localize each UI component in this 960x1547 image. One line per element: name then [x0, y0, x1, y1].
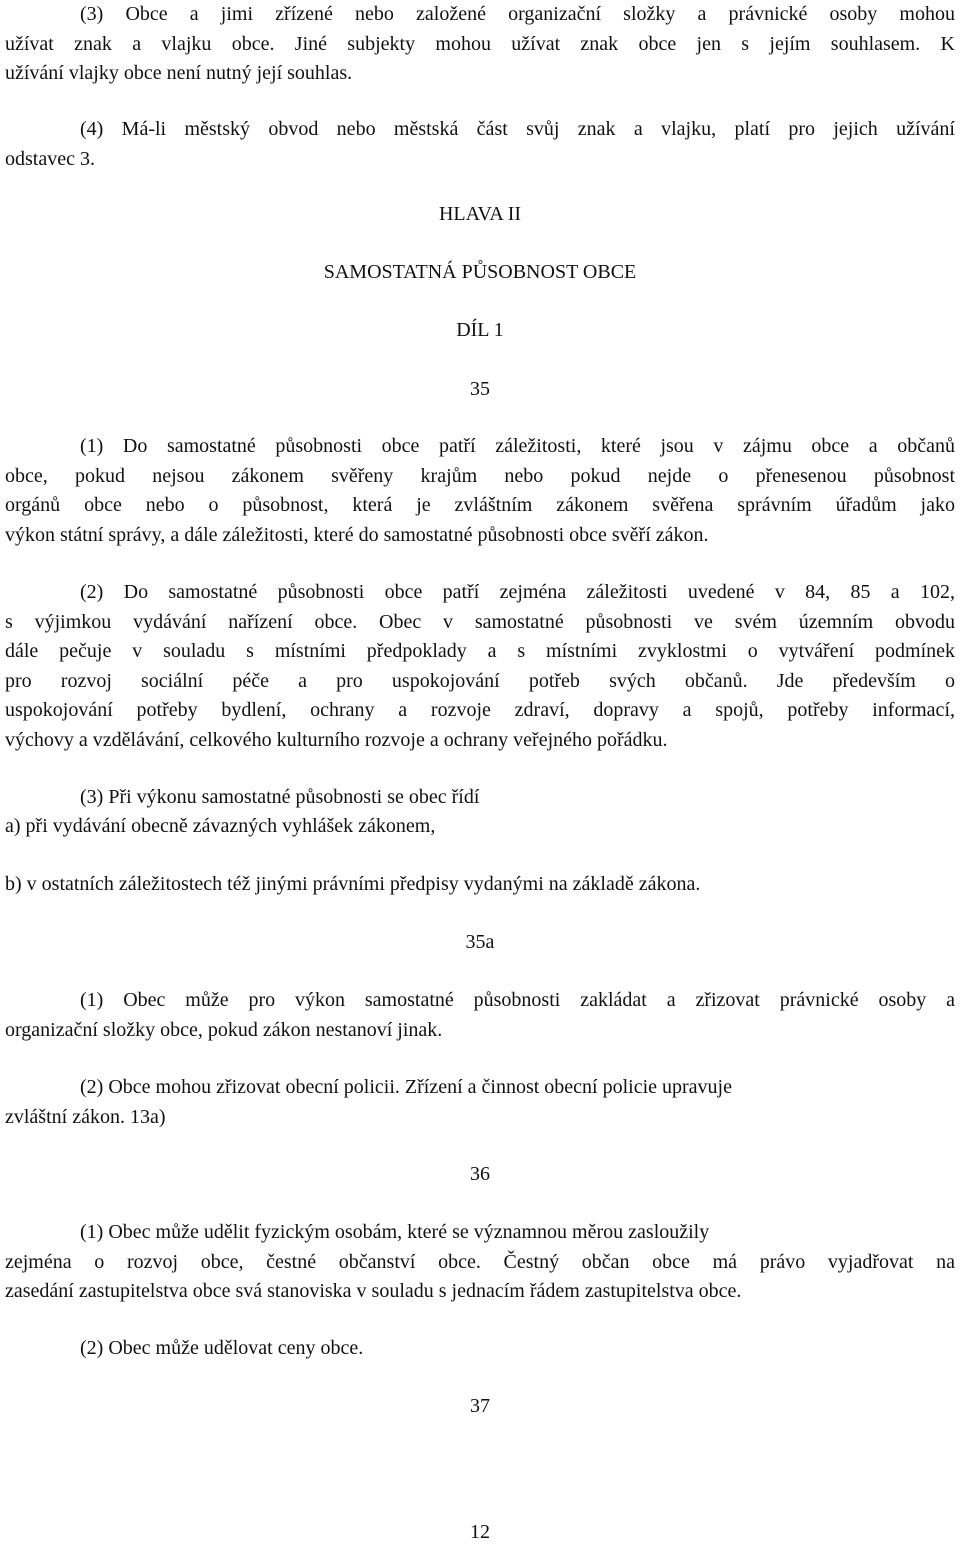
heading-hlava: HLAVA II — [438, 203, 522, 225]
s36-paragraph-2: (2) Obec může udělovat ceny obce. — [80, 1337, 364, 1359]
section-heading-35: 35 — [470, 378, 490, 400]
s35-paragraph-1 — [5, 432, 955, 550]
s36-paragraph-1 — [5, 1218, 955, 1307]
text-line: organizační složky obce, pokud zákon nestanoví jinak. — [5, 1018, 443, 1041]
text-line: (1) Obec může pro výkon samostatné působnosti zakládat a zřizovat právnické osoby a — [80, 989, 955, 1011]
text-line: zasedání zastupitelstva obce svá stanoviska v souladu s jednacím řádem zastupitelstva obce. — [5, 1280, 742, 1302]
text-line: s výjimkou vydávání nařízení obce. Obec v samostatné působnosti ve svém územním obvodu — [5, 610, 955, 633]
s35-paragraph-3-item-b: b) v ostatních záležitostech též jinými právními předpisy vydanými na základě zákona. — [5, 873, 701, 895]
text-line: (2) Obce mohou zřizovat obecní policii. Zřízení a činnost obecní policie upravuje — [80, 1076, 732, 1098]
text-line: uspokojování potřeby bydlení, ochrany a rozvoje zdraví, dopravy a spojů, potřeby informací, — [5, 699, 955, 721]
section-heading-37: 37 — [470, 1395, 490, 1417]
text-line: orgánů obce nebo o působnost, která je zvláštním zákonem svěřena správním úřadům jako — [5, 494, 955, 516]
s35-paragraph-3-item-a: a) při vydávání obecně závazných vyhlášek zákonem, — [5, 815, 436, 837]
s35a-paragraph-1 — [5, 986, 955, 1045]
document-page — [5, 0, 955, 1543]
text-line: odstavec 3. — [5, 147, 95, 170]
text-line: dále pečuje v souladu s místními předpoklady a s místními zvyklostmi o vytváření podmínek — [5, 640, 955, 662]
text-line: užívat znak a vlajku obce. Jiné subjekty mohou užívat znak obce jen s jejím souhlasem. K — [5, 32, 955, 55]
text-line: obce, pokud nejsou zákonem svěřeny krajům nebo pokud nejde o přenesenou působnost — [5, 464, 955, 487]
text-line: zvláštní zákon. 13a) — [5, 1105, 166, 1128]
text-line: (1) Do samostatné působnosti obce patří záležitosti, které jsou v zájmu obce a občanů — [80, 435, 955, 457]
page-number: 12 — [470, 1521, 490, 1543]
text-line: výchovy a vzdělávání, celkového kulturního rozvoje a ochrany veřejného pořádku. — [5, 728, 668, 751]
s35a-paragraph-2 — [5, 1073, 955, 1132]
section-heading-35a: 35a — [465, 931, 495, 953]
s35-paragraph-3: (3) Při výkonu samostatné působnosti se obec řídí — [80, 786, 480, 808]
heading-dil: DÍL 1 — [456, 319, 504, 341]
text-line: pro rozvoj sociální péče a pro uspokojování potřeb svých občanů. Jde především o — [5, 669, 955, 692]
text-line: výkon státní správy, a dále záležitosti, které do samostatné působnosti obce svěří zákon. — [5, 523, 709, 546]
text-line: zejména o rozvoj obce, čestné občanství obce. Čestný občan obce má právo vyjadřovat na — [5, 1250, 955, 1273]
text-line: (2) Do samostatné působnosti obce patří zejména záležitosti uvedené v 84, 85 a 102, — [80, 581, 955, 603]
text-line: (1) Obec může udělit fyzickým osobám, které se významnou měrou zasloužily — [80, 1221, 710, 1243]
text-line: (4) Má-li městský obvod nebo městská část svůj znak a vlajku, platí pro jejich užívání — [80, 118, 955, 140]
heading-hlava-title: SAMOSTATNÁ PŮSOBNOST OBCE — [323, 261, 637, 283]
s35-paragraph-2 — [5, 578, 955, 755]
text-line: užívání vlajky obce není nutný její souhlas. — [5, 62, 353, 84]
paragraph-4-district-emblem — [5, 115, 955, 174]
text-line: (3) Obce a jimi zřízené nebo založené organizační složky a právnické osoby mohou — [80, 3, 955, 25]
paragraph-3-flag-use — [5, 0, 955, 89]
section-heading-36: 36 — [470, 1163, 490, 1185]
